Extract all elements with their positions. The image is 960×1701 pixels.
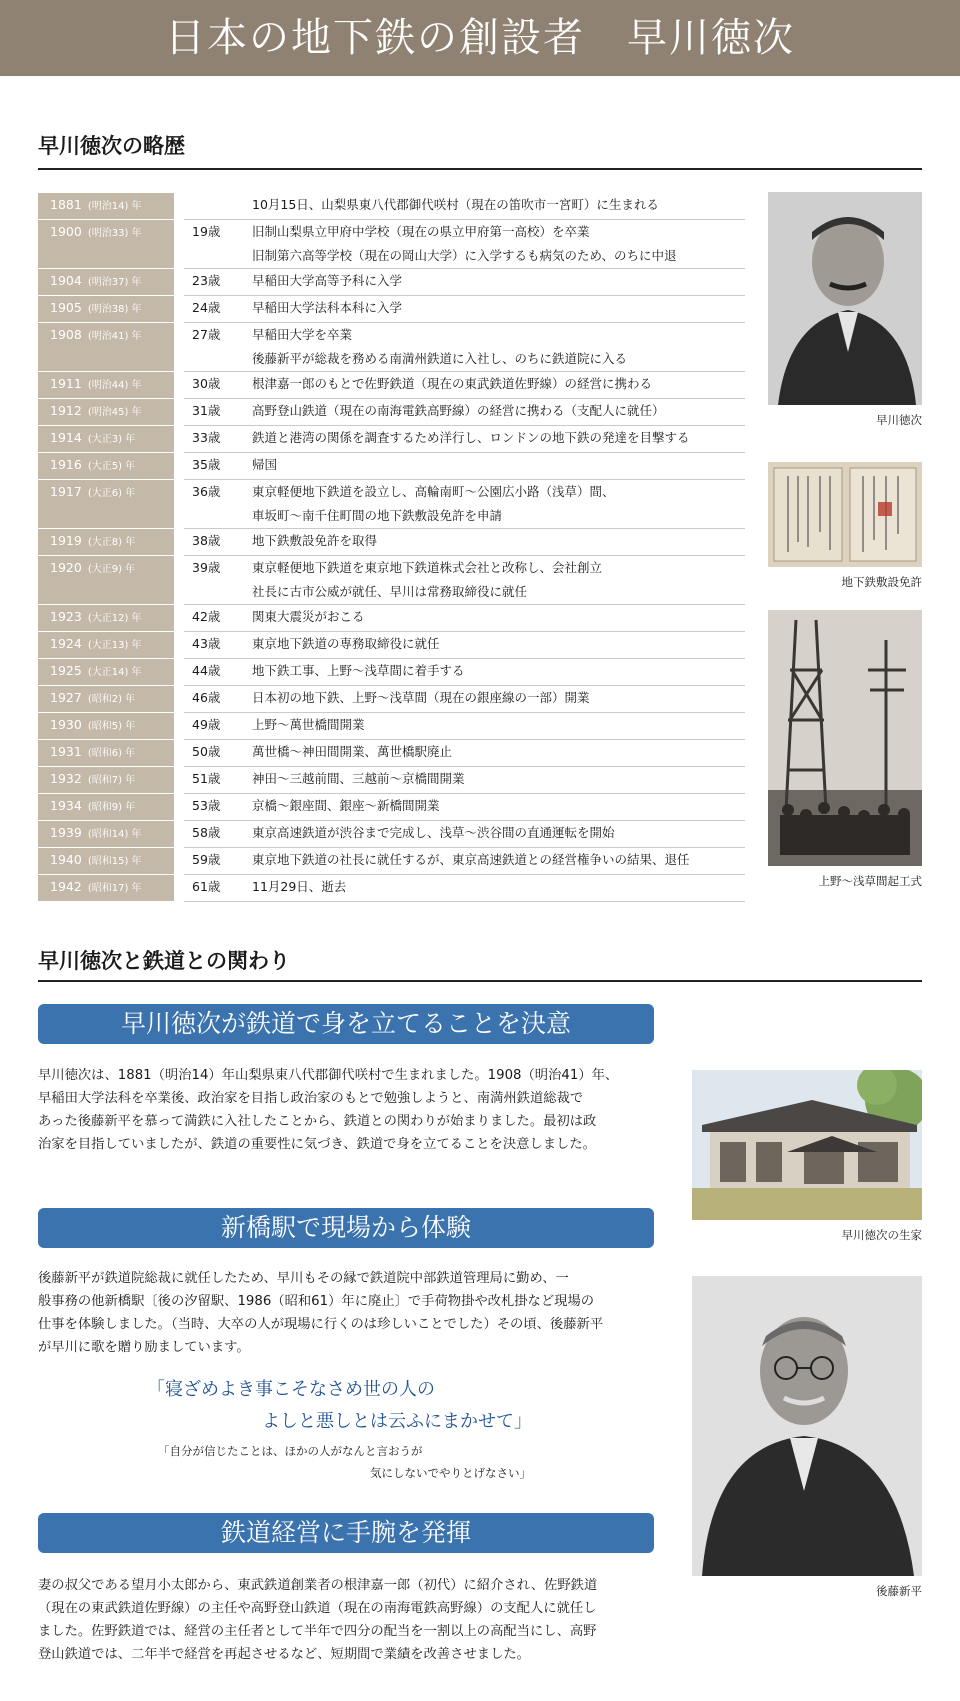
year-number: 1908 (50, 327, 82, 342)
goto-caption: 後藤新平 (876, 1584, 922, 1598)
timeline-age (184, 193, 252, 220)
timeline-event (252, 220, 745, 269)
era-label: (昭和6) 年 (87, 748, 136, 759)
event-line: 萬世橋～神田間開業、萬世橋駅廃止 (252, 744, 453, 759)
timeline-year (38, 740, 174, 767)
timeline-event (252, 821, 745, 848)
timeline-event (252, 193, 745, 220)
text-line: 早稲田大学法科を卒業後、政治家を目指し政治家のもとで勉強しようと、南満州鉄道総裁で (38, 1091, 584, 1106)
year-number: 1917 (50, 484, 82, 499)
era-label: (大正8) 年 (87, 537, 136, 548)
timeline-age: 50歳 (184, 740, 252, 767)
year-number: 1881 (50, 197, 82, 212)
event-line: 東京地下鉄道の社長に就任するが、東京高速鉄道との経営権争いの結果、退任 (252, 852, 690, 867)
year-number: 1942 (50, 879, 82, 894)
year-number: 1924 (50, 636, 82, 651)
timeline-gap (174, 529, 184, 556)
timeline-age: 46歳 (184, 686, 252, 713)
timeline-gap (174, 794, 184, 821)
timeline-gap (174, 605, 184, 632)
timeline-row (38, 556, 745, 605)
text-line: 登山鉄道では、二年半で経営を再起させるなど、短期間で業績を改善させました。 (38, 1647, 530, 1662)
timeline-age: 30歳 (184, 372, 252, 399)
text-line: 治家を目指していましたが、鉄道の重要性に気づき、鉄道で身を立てることを決意しました。 (38, 1137, 596, 1152)
timeline-event (252, 296, 745, 323)
timeline-year (38, 659, 174, 686)
section-divider (38, 980, 922, 982)
timeline-year (38, 529, 174, 556)
text-line: 仕事を体験しました。（当時、大卒の人が現場に行くのは珍しいことでした）その頃、後藤新平 (38, 1317, 604, 1332)
timeline-age: 38歳 (184, 529, 252, 556)
timeline-event (252, 875, 745, 902)
timeline-year (38, 193, 174, 220)
timeline-year (38, 220, 174, 269)
timeline-year (38, 713, 174, 740)
timeline-row (38, 426, 745, 453)
timeline-age: 31歳 (184, 399, 252, 426)
timeline-year (38, 556, 174, 605)
timeline-row (38, 794, 745, 821)
year-number: 1930 (50, 717, 82, 732)
year-number: 1900 (50, 224, 82, 239)
timeline-event (252, 794, 745, 821)
era-label: (明治37) 年 (87, 277, 142, 288)
timeline-gap (174, 372, 184, 399)
text-line: あった後藤新平を慕って満鉄に入社したことから、鉄道との関わりが始まりました。最初は政 (38, 1114, 597, 1129)
timeline-event (252, 632, 745, 659)
era-label: (昭和17) 年 (87, 883, 142, 894)
timeline-age: 33歳 (184, 426, 252, 453)
timeline-row (38, 529, 745, 556)
timeline-age: 35歳 (184, 453, 252, 480)
timeline-event (252, 323, 745, 372)
year-number: 1905 (50, 300, 82, 315)
timeline-section-title: 早川徳次の略歴 (38, 134, 185, 158)
timeline-row (38, 767, 745, 794)
block-text-management (38, 1574, 656, 1666)
event-line: 地下鉄敷設免許を取得 (252, 533, 378, 548)
timeline-row (38, 480, 745, 529)
timeline-row (38, 193, 745, 220)
license-caption: 地下鉄敷設免許 (841, 575, 922, 589)
year-number: 1923 (50, 609, 82, 624)
year-number: 1931 (50, 744, 82, 759)
event-line: 後藤新平が総裁を務める南満州鉄道に入社し、のちに鉄道院に入る (252, 351, 628, 366)
timeline-row (38, 686, 745, 713)
timeline-gap (174, 323, 184, 372)
timeline-age: 51歳 (184, 767, 252, 794)
timeline-event (252, 686, 745, 713)
timeline-gap (174, 713, 184, 740)
event-line: 帰国 (252, 457, 278, 472)
timeline-year (38, 453, 174, 480)
era-label: (大正13) 年 (87, 640, 142, 651)
timeline-year (38, 686, 174, 713)
era-label: (昭和15) 年 (87, 856, 142, 867)
era-label: (昭和14) 年 (87, 829, 142, 840)
timeline-age: 27歳 (184, 323, 252, 372)
timeline-row (38, 632, 745, 659)
poem-line-2: よしと悪しとは云ふにまかせて」 (262, 1411, 532, 1432)
timeline-age: 44歳 (184, 659, 252, 686)
timeline-year (38, 821, 174, 848)
event-line: 10月15日、山梨県東八代郡御代咲村（現在の笛吹市一宮町）に生まれる (252, 197, 659, 212)
year-number: 1904 (50, 273, 82, 288)
event-line: 早稲田大学高等予科に入学 (252, 273, 403, 288)
timeline-gap (174, 453, 184, 480)
timeline-year (38, 767, 174, 794)
timeline-year (38, 848, 174, 875)
era-label: (大正6) 年 (87, 488, 136, 499)
era-label: (明治33) 年 (87, 228, 142, 239)
timeline-year (38, 296, 174, 323)
event-line: 根津嘉一郎のもとで佐野鉄道（現在の東武鉄道佐野線）の経営に携わる (252, 376, 653, 391)
relation-section-title: 早川徳次と鉄道との関わり (38, 949, 290, 973)
timeline-age: 53歳 (184, 794, 252, 821)
timeline-gap (174, 480, 184, 529)
timeline-year (38, 372, 174, 399)
timeline-gap (174, 632, 184, 659)
birthplace-house-photo (692, 1070, 922, 1220)
event-line: 日本初の地下鉄、上野～浅草間（現在の銀座線の一部）開業 (252, 690, 590, 705)
text-line: 後藤新平が鉄道院総裁に就任したため、早川もその縁で鉄道院中部鉄道管理局に勤め、一 (38, 1271, 569, 1286)
timeline-event (252, 848, 745, 875)
year-number: 1912 (50, 403, 82, 418)
timeline-year (38, 480, 174, 529)
year-number: 1940 (50, 852, 82, 867)
timeline-row (38, 605, 745, 632)
timeline-row (38, 713, 745, 740)
era-label: (大正12) 年 (87, 613, 142, 624)
text-line: ました。佐野鉄道では、経営の主任者として半年で四分の配当を一割以上の高配当にし、高野 (38, 1624, 597, 1639)
text-line: が早川に歌を贈り励ましています。 (38, 1340, 250, 1355)
timeline-year (38, 794, 174, 821)
timeline-row (38, 372, 745, 399)
timeline-age: 39歳 (184, 556, 252, 605)
timeline-age: 43歳 (184, 632, 252, 659)
timeline-gap (174, 767, 184, 794)
event-line: 京橋～銀座間、銀座～新橋間開業 (252, 798, 440, 813)
timeline-row (38, 220, 745, 269)
timeline-event (252, 659, 745, 686)
timeline-event (252, 740, 745, 767)
timeline-event (252, 713, 745, 740)
era-label: (昭和2) 年 (87, 694, 136, 705)
event-line: 早稲田大学法科本科に入学 (252, 300, 403, 315)
year-number: 1914 (50, 430, 82, 445)
timeline-event (252, 556, 745, 605)
timeline-year (38, 269, 174, 296)
timeline-age: 49歳 (184, 713, 252, 740)
timeline-age: 19歳 (184, 220, 252, 269)
timeline-year (38, 426, 174, 453)
text-line: （現在の東武鉄道佐野線）の主任や高野登山鉄道（現在の南海電鉄高野線）の支配人に就任し (38, 1601, 597, 1616)
event-line: 東京高速鉄道が渋谷まで完成し、浅草～渋谷間の直通運転を開始 (252, 825, 615, 840)
timeline-gap (174, 399, 184, 426)
timeline-age: 61歳 (184, 875, 252, 902)
era-label: (大正9) 年 (87, 564, 136, 575)
block-heading-management: 鉄道経営に手腕を発揮 (38, 1513, 654, 1553)
timeline-row (38, 269, 745, 296)
timeline-gap (174, 269, 184, 296)
event-line: 東京軽便地下鉄道を東京地下鉄道株式会社と改称し、会社創立 (252, 560, 603, 575)
portrait-caption: 早川徳次 (876, 413, 922, 427)
timeline-gap (174, 296, 184, 323)
timeline-age: 23歳 (184, 269, 252, 296)
timeline-gap (174, 659, 184, 686)
block-text-decision (38, 1064, 656, 1156)
timeline-age: 36歳 (184, 480, 252, 529)
timeline-gap (174, 686, 184, 713)
event-line: 関東大震災がおこる (252, 609, 365, 624)
year-number: 1916 (50, 457, 82, 472)
event-line: 旧制山梨県立甲府中学校（現在の県立甲府第一高校）を卒業 (252, 224, 590, 239)
year-number: 1932 (50, 771, 82, 786)
goto-shinpei-portrait-photo (692, 1276, 922, 1576)
timeline-gap (174, 220, 184, 269)
timeline-row (38, 659, 745, 686)
timeline-table (38, 193, 745, 902)
year-number: 1919 (50, 533, 82, 548)
timeline-event (252, 767, 745, 794)
house-caption: 早川徳次の生家 (841, 1228, 922, 1242)
timeline-event (252, 399, 745, 426)
section-divider (38, 168, 922, 170)
timeline-year (38, 323, 174, 372)
timeline-event (252, 480, 745, 529)
timeline-row (38, 323, 745, 372)
event-line: 11月29日、逝去 (252, 879, 347, 894)
event-line: 神田～三越前間、三越前～京橋間開業 (252, 771, 465, 786)
timeline-gap (174, 875, 184, 902)
year-number: 1927 (50, 690, 82, 705)
timeline-age: 58歳 (184, 821, 252, 848)
event-line: 地下鉄工事、上野～浅草間に着手する (252, 663, 465, 678)
timeline-year (38, 605, 174, 632)
era-label: (明治41) 年 (87, 331, 142, 342)
year-number: 1925 (50, 663, 82, 678)
event-line: 旧制第六高等学校（現在の岡山大学）に入学するも病気のため、のちに中退 (252, 248, 677, 263)
event-line: 社長に古市公威が就任、早川は常務取締役に就任 (252, 584, 528, 599)
timeline-year (38, 632, 174, 659)
event-line: 東京地下鉄道の専務取締役に就任 (252, 636, 440, 651)
block-text-shinbashi (38, 1267, 656, 1359)
text-line: 妻の叔父である望月小太郎から、東武鉄道創業者の根津嘉一郎（初代）に紹介され、佐野鉄道 (38, 1578, 598, 1593)
timeline-row (38, 453, 745, 480)
era-label: (明治44) 年 (87, 380, 142, 391)
year-number: 1934 (50, 798, 82, 813)
year-number: 1920 (50, 560, 82, 575)
timeline-age: 42歳 (184, 605, 252, 632)
text-line: 早川徳次は、1881（明治14）年山梨県東八代郡御代咲村で生まれました。1908（明治41）年、 (38, 1068, 619, 1083)
hayakawa-portrait-photo (768, 192, 922, 405)
timeline-gap (174, 556, 184, 605)
poem-translation-1: 「自分が信じたことは、ほかの人がなんと言おうが (158, 1444, 423, 1458)
timeline-gap (174, 740, 184, 767)
timeline-event (252, 605, 745, 632)
timeline-gap (174, 426, 184, 453)
event-line: 上野～萬世橋間開業 (252, 717, 365, 732)
timeline-year (38, 399, 174, 426)
timeline-row (38, 296, 745, 323)
era-label: (昭和7) 年 (87, 775, 136, 786)
year-number: 1911 (50, 376, 82, 391)
event-line: 東京軽便地下鉄道を設立し、高輪南町～公園広小路（浅草）間、 (252, 484, 615, 499)
timeline-gap (174, 193, 184, 220)
timeline-year (38, 875, 174, 902)
event-line: 鉄道と港湾の関係を調査するため洋行し、ロンドンの地下鉄の発達を目撃する (252, 430, 690, 445)
timeline-event (252, 529, 745, 556)
year-number: 1939 (50, 825, 82, 840)
page-banner: 日本の地下鉄の創設者 早川徳次 (0, 0, 960, 76)
event-line: 高野登山鉄道（現在の南海電鉄高野線）の経営に携わる（支配人に就任） (252, 403, 665, 418)
timeline-age: 24歳 (184, 296, 252, 323)
event-line: 車坂町～南千住町間の地下鉄敷設免許を申請 (252, 508, 503, 523)
timeline-event (252, 269, 745, 296)
timeline-gap (174, 821, 184, 848)
timeline-event (252, 453, 745, 480)
era-label: (大正5) 年 (87, 461, 136, 472)
era-label: (大正3) 年 (87, 434, 136, 445)
era-label: (明治38) 年 (87, 304, 142, 315)
timeline-row (38, 399, 745, 426)
text-line: 般事務の他新橋駅〔後の汐留駅、1986（昭和61）年に廃止〕で手荷物掛や改札掛など現場の (38, 1294, 595, 1309)
block-heading-shinbashi: 新橋駅で現場から体験 (38, 1208, 654, 1248)
era-label: (大正14) 年 (87, 667, 142, 678)
construction-caption: 上野～浅草間起工式 (818, 874, 922, 888)
poem-line-1: 「寝ざめよき事こそなさめ世の人の (147, 1379, 435, 1400)
era-label: (明治14) 年 (87, 201, 142, 212)
timeline-age: 59歳 (184, 848, 252, 875)
block-heading-decision: 早川徳次が鉄道で身を立てることを決意 (38, 1004, 654, 1044)
poem-translation-2: 気にしないでやりとげなさい」 (370, 1466, 531, 1480)
timeline-event (252, 372, 745, 399)
timeline-row (38, 821, 745, 848)
event-line: 早稲田大学を卒業 (252, 327, 353, 342)
groundbreaking-ceremony-photo (768, 610, 922, 866)
timeline-row (38, 740, 745, 767)
era-label: (昭和5) 年 (87, 721, 136, 732)
timeline-row (38, 875, 745, 902)
timeline-gap (174, 848, 184, 875)
subway-license-document-photo (768, 462, 922, 567)
timeline-event (252, 426, 745, 453)
era-label: (昭和9) 年 (87, 802, 136, 813)
timeline-row (38, 848, 745, 875)
era-label: (明治45) 年 (87, 407, 142, 418)
